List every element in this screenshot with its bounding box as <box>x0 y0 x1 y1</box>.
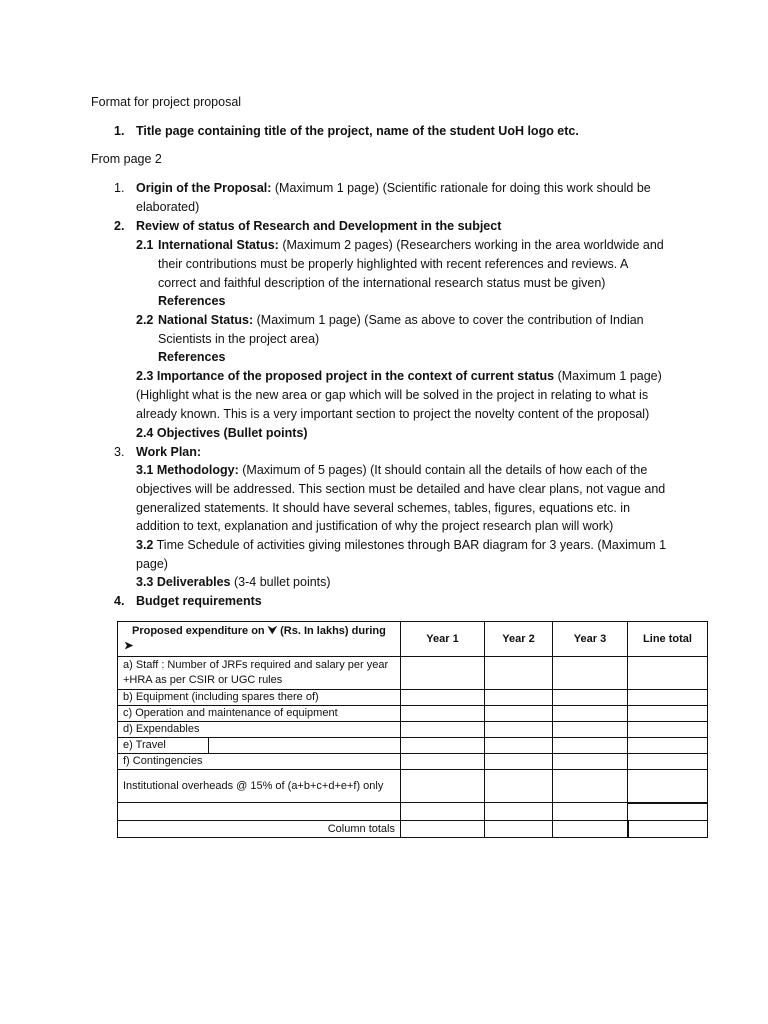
item-number: 2. <box>114 219 125 233</box>
table-cell <box>628 821 708 838</box>
table-cell <box>485 821 553 838</box>
table-row <box>118 722 708 738</box>
origin-text: (Maximum 1 page) (Scientific rationale for doing this work should be <box>271 181 651 195</box>
methodology-line1 <box>136 461 647 480</box>
table-cell <box>485 754 553 770</box>
subitem-number: 2.1 <box>136 238 154 252</box>
table-cell <box>628 754 708 770</box>
table-cell <box>401 754 485 770</box>
table-cell <box>401 690 485 706</box>
methodology-label: 3.1 Methodology: <box>136 463 239 477</box>
deliverables-label: 3.3 Deliverables <box>136 575 231 589</box>
column-totals-row <box>118 821 708 838</box>
subitem-number: 2.2 <box>136 313 154 327</box>
item-number: 4. <box>114 594 125 608</box>
table-cell <box>485 738 553 754</box>
schedule-text: Time Schedule of activities giving milestones through BAR diagram for 3 years. (Maximum 1 <box>153 538 667 552</box>
international-text: (Maximum 2 pages) (Researchers working in the area worldwide and <box>278 238 664 252</box>
item-number: 3. <box>114 445 125 459</box>
row-label-cell <box>118 738 401 754</box>
table-cell <box>628 706 708 722</box>
international-line3: correct and faithful description of the international research status must be given) <box>158 276 606 290</box>
header-text: Proposed expenditure on <box>132 625 265 637</box>
deliverables-text: (3-4 bullet points) <box>230 575 331 589</box>
table-row <box>118 754 708 770</box>
table-header-row <box>118 622 708 657</box>
row-label: Institutional overheads @ 15% of (a+b+c+d+e+f) only <box>118 770 401 803</box>
origin-line1 <box>136 179 651 198</box>
title-page-item: Title page containing title of the project, name of the student UoH logo etc. <box>136 124 579 138</box>
table-row <box>118 803 708 821</box>
right-arrow-icon: ➤ <box>124 640 134 652</box>
national-line1 <box>158 311 644 330</box>
international-label: International Status: <box>158 238 279 252</box>
table-cell <box>553 706 628 722</box>
table-cell <box>628 690 708 706</box>
international-line1 <box>158 236 664 255</box>
schedule-label: 3.2 <box>136 538 154 552</box>
importance-line1 <box>136 367 662 386</box>
row-label: a) Staff : Number of JRFs required and salary per year +HRA as per CSIR or UGC rules <box>118 657 401 690</box>
down-arrow-icon: ⮟ <box>267 625 278 637</box>
item-number: 1. <box>114 181 125 195</box>
origin-label: Origin of the Proposal: <box>136 181 272 195</box>
table-cell <box>401 706 485 722</box>
table-cell <box>628 770 708 803</box>
table-cell <box>628 738 708 754</box>
col-year3: Year 3 <box>553 622 628 657</box>
table-row <box>118 738 708 754</box>
table-cell <box>401 770 485 803</box>
col-year1: Year 1 <box>401 622 485 657</box>
schedule-line2: page) <box>136 557 168 571</box>
table-cell <box>553 754 628 770</box>
row-label: c) Operation and maintenance of equipment <box>118 706 401 722</box>
table-cell <box>401 803 485 821</box>
table-cell <box>553 738 628 754</box>
table-cell <box>485 706 553 722</box>
table-cell <box>553 821 628 838</box>
column-totals-label: Column totals <box>118 821 401 838</box>
national-line2: Scientists in the project area) <box>158 332 320 346</box>
table-cell <box>485 770 553 803</box>
budget-title: Budget requirements <box>136 594 262 608</box>
page-header: Format for project proposal <box>91 95 242 109</box>
header-text-rest: (Rs. In lakhs) during <box>280 625 386 637</box>
table-cell <box>485 803 553 821</box>
table-cell <box>553 690 628 706</box>
national-label: National Status: <box>158 313 254 327</box>
table-cell <box>401 738 485 754</box>
origin-line2: elaborated) <box>136 200 200 214</box>
national-text: (Maximum 1 page) (Same as above to cover the contribution of Indian <box>253 313 644 327</box>
col-year2: Year 2 <box>485 622 553 657</box>
table-cell <box>485 657 553 690</box>
table-cell <box>553 657 628 690</box>
methodology-line2: objectives will be addressed. This section must be detailed and have clear plans, not vague and <box>136 482 666 496</box>
budget-table <box>117 621 708 838</box>
methodology-line4: addition to text, explanation and justification of why the project research plan will work) <box>136 519 614 533</box>
methodology-text: (Maximum of 5 pages) (It should contain all the details of how each of the <box>238 463 648 477</box>
importance-label: 2.3 Importance of the proposed project in the context of current status <box>136 369 555 383</box>
from-page-label: From page 2 <box>91 152 162 166</box>
international-line2: their contributions must be properly highlighted with recent references and reviews. A <box>158 257 629 271</box>
row-label: f) Contingencies <box>118 754 401 770</box>
importance-line3: already known. This is a very important section to project the novelty content of the proposal) <box>136 407 650 421</box>
table-cell <box>628 803 708 821</box>
table-cell <box>485 690 553 706</box>
expenditure-header <box>118 622 401 657</box>
row-label: d) Expendables <box>118 722 401 738</box>
row-label: b) Equipment (including spares there of) <box>118 690 401 706</box>
importance-text: (Maximum 1 page) <box>554 369 662 383</box>
workplan-title: Work Plan: <box>136 445 202 459</box>
table-row <box>118 657 708 690</box>
schedule-line1 <box>136 536 666 555</box>
table-row <box>118 706 708 722</box>
table-cell <box>118 803 401 821</box>
table-row <box>118 770 708 803</box>
table-cell <box>553 803 628 821</box>
deliverables-item <box>136 573 331 592</box>
methodology-line3: generalized statements. It should have several schemes, tables, figures, equations etc. in <box>136 501 631 515</box>
col-line-total: Line total <box>628 622 708 657</box>
item-number: 1. <box>114 124 125 138</box>
row-label: e) Travel <box>118 738 209 753</box>
review-title: Review of status of Research and Development in the subject <box>136 219 502 233</box>
objectives-item: 2.4 Objectives (Bullet points) <box>136 426 308 440</box>
national-references: References <box>158 350 226 364</box>
table-cell <box>485 722 553 738</box>
table-row <box>118 690 708 706</box>
international-references: References <box>158 294 226 308</box>
table-cell <box>553 770 628 803</box>
table-cell <box>401 657 485 690</box>
table-cell <box>401 821 485 838</box>
importance-line2: (Highlight what is the new area or gap which will be solved in the project in relating to what is <box>136 388 649 402</box>
table-cell <box>628 657 708 690</box>
table-cell <box>553 722 628 738</box>
table-cell <box>628 722 708 738</box>
table-cell <box>401 722 485 738</box>
